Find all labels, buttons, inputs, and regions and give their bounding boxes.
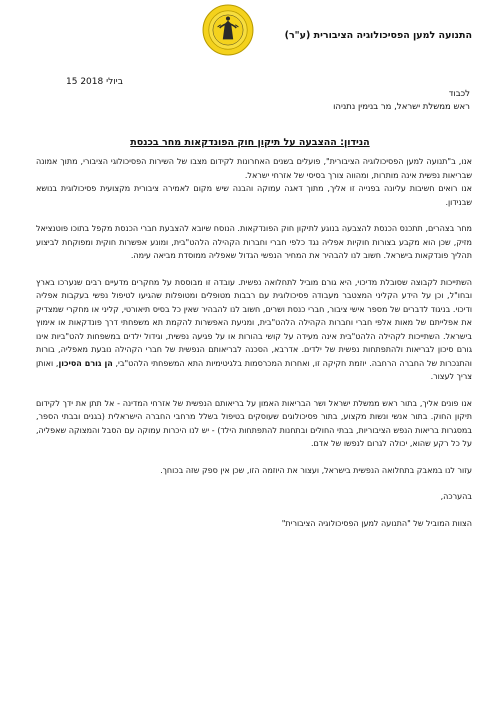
salutation: לכבוד	[448, 89, 470, 99]
paragraph-6: עזור לנו במאבק בתחלואה הנפשית בישראל, ועצור את היוזמה הזו, שכן אין ספק שזה בכוחך.	[160, 465, 472, 475]
paragraph-4: השתייכות לקבוצה שסובלת מדיכוי, היא גורם מוביל לתחלואה נפשית. עובדה זו מבוססת על מחקרים מדעיים רבים שנערכו בארץ ובחו"ל, וכן על הידע הקליני המצטבר מעבודה פסיכולוגית עם רבבות מטופלים ומטופלות שהגיעו לטיפול נפשי בעקבות אפליה ודיכוי. בניגוד לדברים של מספר אישי ציבור, חברי כנסת ושרים, חשוב לנו להבהיר שאין כל בסיס תיאורטי, קליני או מחקרי שמצדיק את אפלייתם של מאות אלפי חברי וחברות הקהילה הלהט"בית, ומניעת האפשרות להקמת תא משפחתי דרך פונדקאות או אימוץ בישראל. השתייכות לקהילה הלהט"בית אינה מעידה על קושי בהורות או על פגיעה נפשית, וגידול ילדים במשפחות להט"ביות אינו גורם סיכון לבריאות ולהתפתחות נפשית של ילדים. אדרבא, הסכנה לבריאותם הנפשית של חברי הקהילה נובעת מאפליה, בורות והתנכרות של החברה הרחבה. יוזמת חקיקה זו, ואחרות המכרסמות בלגיטימיות התא המשפחתי הלהט"בי, הן גורם הסיכון, ואותן צריך לעצור.	[36, 277, 472, 381]
closing: בהערכה,	[440, 492, 472, 501]
letter-date: 15 ביולי 2018	[66, 77, 123, 87]
letter-body	[36, 155, 472, 543]
paragraph-3: מחר בצהרים, תתכנס הכנסת להצבעה בנוגע לתיקון חוק הפונדקאות. הנוסח שיובא להצבעת חברי הכנסת מקפל בתוכו פוטנציאל מזיק, שכן הוא מקבע בצורות חוקיות אפליה נגד כלפי חברי וחברות הקהילה הלהט"בית, ומונע אפשרות חוקית ומפוקחת לביצוע תהליך פונדקאות בישראל. חשוב לנו להבהיר את המחיר הנפשי הגדול שאפליה ממוסדת מביאה עימה.	[36, 224, 472, 260]
organization-name: התנועה למען הפסיכולוגיה הציבורית (ע"ר)	[284, 30, 472, 41]
recipient-name: ראש ממשלת ישראל, מר בנימין נתניהו	[333, 102, 470, 112]
paragraph	[36, 155, 472, 209]
paragraph-2: אנו רואים חשיבות עליונה בפנייה זו אליך, מתוך דאגה עמוקה והבנה שיש מקום לאמירה ציבורית מקצועית פסיכולוגית בנושא שבנידון.	[36, 184, 472, 207]
letter-subject: הנידון: ההצבעה על תיקון חוק הפונדקאות מחר בכנסת	[130, 137, 370, 148]
paragraph-5: אנו פונים אליך, בתור ראש ממשלת ישראל ושר הבריאות האמון על בריאותם הנפשית של אזרחי המדינה - אל תתן את ידך לקידום תיקון החוק. בתור אנשי ונשות מקצוע, בתור פסיכולוגים שעוסקים בטיפול בשלל מרחבי החברה הישראלית (בגנים ובבתי הספר, במסגרות בריאות הנפש הציבוריות, בבתי החולים ובתחנות להתפתחות הילד) - יש לנו היכרות עמוקה עם הסבל והמצוקה שאפליה, על כל רקע שהוא, יכולה לגרום לנפשו של אדם.	[36, 398, 472, 448]
recipient-block	[333, 88, 470, 114]
paragraph-1: אנו, ב"תנועה למען הפסיכולוגיה הציבורית", פועלים בשנים האחרונות לקידום מצבו של השירות הפסיכולוגי הציבורי, מתוך אמונה שבריאות נפשית אינה מותרות, ומהווה צורך בסיסי של אזרחי ישראל.	[36, 157, 472, 180]
risk-emphasis: הן גורם הסיכון	[58, 358, 113, 368]
organization-logo	[202, 4, 254, 56]
signature: הצוות המוביל של "התנועה למען הפסיכולוגיה הציבורית"	[281, 518, 472, 528]
